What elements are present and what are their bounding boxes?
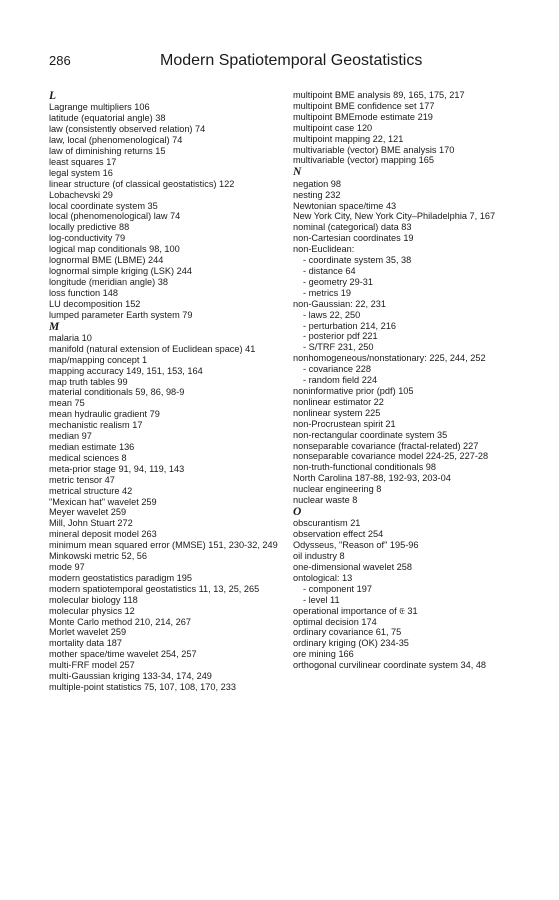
index-entry: median 97 <box>49 431 92 442</box>
index-entry: nonseparable covariance model 224-25, 227-28 <box>293 451 489 462</box>
index-subentry: - metrics 19 <box>303 287 351 298</box>
index-entry: non-Euclidean: <box>293 244 355 255</box>
index-entry: New York City, New York City–Philadelphia 7, 167 <box>293 211 496 222</box>
index-entry: Meyer wavelet 259 <box>49 507 127 518</box>
index-entry: multipoint BME confidence set 177 <box>293 100 435 111</box>
index-entry: nonhomogeneous/nonstationary: 225, 244, 252 <box>293 353 486 364</box>
index-entry: nuclear engineering 8 <box>293 484 382 495</box>
index-entry: Lobachevski 29 <box>49 189 113 200</box>
index-entry: legal system 16 <box>49 167 113 178</box>
index-entry: operational importance of 𝔈 31 <box>293 605 418 616</box>
index-entry: latitude (equatorial angle) 38 <box>49 113 166 124</box>
index-entry: multi-FRF model 257 <box>49 660 135 671</box>
index-subentry: - coordinate system 35, 38 <box>303 255 412 266</box>
index-entry: medical sciences 8 <box>49 452 127 463</box>
index-entry: local (phenomenological) law 74 <box>49 211 181 222</box>
index-entry: ordinary kriging (OK) 234-35 <box>293 638 409 649</box>
index-entry: logical map conditionals 98, 100 <box>49 244 180 255</box>
index-entry: molecular biology 118 <box>49 594 138 605</box>
index-entry: observation effect 254 <box>293 529 384 540</box>
index-entry: law, local (phenomenological) 74 <box>49 135 183 146</box>
index-entry: orthogonal curvilinear coordinate system 34, 48 <box>293 660 487 671</box>
index-entry: minimum mean squared error (MMSE) 151, 230-32, 249 <box>49 540 278 551</box>
running-title: Modern Spatiotemporal Geostatistics <box>160 52 423 69</box>
index-entry: nonlinear estimator 22 <box>293 396 384 407</box>
index-entry: lognormal BME (LBME) 244 <box>49 255 164 266</box>
index-entry: least squares 17 <box>49 156 117 167</box>
index-entry: modern geostatistics paradigm 195 <box>49 572 192 583</box>
index-entry: multipoint case 120 <box>293 122 373 133</box>
index-column-left <box>49 90 281 693</box>
index-subentry: - component 197 <box>303 583 372 594</box>
index-entry: manifold (natural extension of Euclidean space) 41 <box>49 343 256 354</box>
index-entry: one-dimensional wavelet 258 <box>293 561 413 572</box>
index-subentry: - geometry 29-31 <box>303 276 373 287</box>
index-entry: local coordinate system 35 <box>49 200 158 211</box>
index-entry: material conditionals 59, 86, 98-9 <box>49 387 185 398</box>
index-entry: nesting 232 <box>293 189 341 200</box>
index-entry: Morlet wavelet 259 <box>49 627 127 638</box>
index-entry: nuclear waste 8 <box>293 495 358 506</box>
index-entry: ontological: 13 <box>293 572 353 583</box>
index-entry: lognormal simple kriging (LSK) 244 <box>49 266 192 276</box>
index-subentry: - covariance 228 <box>303 364 371 375</box>
index-entry: North Carolina 187-88, 192-93, 203-04 <box>293 473 451 484</box>
index-entry: metric tensor 47 <box>49 474 115 485</box>
index-entry: non-Gaussian: 22, 231 <box>293 298 386 309</box>
index-entry: malaria 10 <box>49 332 92 343</box>
index-column-right <box>293 90 525 671</box>
index-entry: non-Procrustean spirit 21 <box>293 418 396 429</box>
index-entry: mapping accuracy 149, 151, 153, 164 <box>49 365 203 376</box>
index-section-letter: O <box>293 505 302 518</box>
index-entry: nonseparable covariance (fractal-related) 227 <box>293 440 479 451</box>
index-subentry: - posterior pdf 221 <box>303 331 378 342</box>
index-subentry: - laws 22, 250 <box>303 309 361 320</box>
index-entry: mode 97 <box>49 561 85 572</box>
index-entry: mean 75 <box>49 398 85 409</box>
index-entry: median estimate 136 <box>49 442 135 452</box>
index-entry: law of diminishing returns 15 <box>49 146 166 157</box>
index-entry: molecular physics 12 <box>49 605 135 616</box>
index-entry: Monte Carlo method 210, 214, 267 <box>49 616 191 627</box>
index-entry: lumped parameter Earth system 79 <box>49 309 193 320</box>
index-subentry: - distance 64 <box>303 266 356 276</box>
index-entry: multipoint BME analysis 89, 165, 175, 217 <box>293 90 465 100</box>
index-entry: mechanistic realism 17 <box>49 420 143 431</box>
index-entry: map truth tables 99 <box>49 376 128 387</box>
index-entry: LU decomposition 152 <box>49 298 141 309</box>
index-entry: map/mapping concept 1 <box>49 354 148 365</box>
index-entry: log-conductivity 79 <box>49 233 126 244</box>
index-entry: longitude (meridian angle) 38 <box>49 276 169 287</box>
index-entry: mortality data 187 <box>49 638 123 649</box>
index-entry: nominal (categorical) data 83 <box>293 222 412 233</box>
index-entry: multiple-point statistics 75, 107, 108, 170, 233 <box>49 681 236 692</box>
index-entry: loss function 148 <box>49 287 118 298</box>
index-section-letter: N <box>293 166 302 179</box>
index-entry: non-Cartesian coordinates 19 <box>293 233 414 244</box>
index-entry: Odysseus, "Reason of" 195-96 <box>293 540 419 551</box>
index-entry: noninformative prior (pdf) 105 <box>293 385 414 396</box>
index-entry: multivariable (vector) mapping 165 <box>293 155 434 166</box>
index-entry: optimal decision 174 <box>293 616 377 627</box>
index-entry: "Mexican hat" wavelet 259 <box>49 496 157 507</box>
index-entry: non-truth-functional conditionals 98 <box>293 462 437 473</box>
index-entry: linear structure (of classical geostatistics) 122 <box>49 178 235 189</box>
index-section-letter: L <box>49 90 57 102</box>
index-entry: mother space/time wavelet 254, 257 <box>49 649 197 660</box>
page-number: 286 <box>49 53 71 68</box>
index-entry: modern spatiotemporal geostatistics 11, 13, 25, 265 <box>49 583 260 594</box>
index-subentry: - perturbation 214, 216 <box>303 320 396 331</box>
index-entry: Lagrange multipliers 106 <box>49 102 150 113</box>
index-entry: meta-prior stage 91, 94, 119, 143 <box>49 463 185 474</box>
index-entry: obscurantism 21 <box>293 518 361 529</box>
index-section-letter: M <box>49 320 60 333</box>
index-entry: multipoint BMEmode estimate 219 <box>293 111 433 122</box>
index-subentry: - S/TRF 231, 250 <box>303 342 374 353</box>
index-entry: multi-Gaussian kriging 133-34, 174, 249 <box>49 671 212 682</box>
index-entry: mean hydraulic gradient 79 <box>49 409 160 420</box>
index-entry: multipoint mapping 22, 121 <box>293 133 404 144</box>
index-entry: nonlinear system 225 <box>293 407 381 418</box>
index-entry: multivariable (vector) BME analysis 170 <box>293 144 455 155</box>
index-entry: ordinary covariance 61, 75 <box>293 627 402 638</box>
index-entry: ore mining 166 <box>293 649 354 660</box>
index-entry: Minkowski metric 52, 56 <box>49 551 148 562</box>
index-subentry: - level 11 <box>303 594 340 605</box>
index-entry: Mill, John Stuart 272 <box>49 518 133 529</box>
index-entry: negation 98 <box>293 178 342 189</box>
index-subentry: - random field 224 <box>303 375 378 386</box>
index-entry: non-rectangular coordinate system 35 <box>293 429 448 440</box>
index-entry: mineral deposit model 263 <box>49 529 157 540</box>
index-entry: oil industry 8 <box>293 551 345 562</box>
index-entry: metrical structure 42 <box>49 485 133 496</box>
index-entry: law (consistently observed relation) 74 <box>49 124 206 135</box>
index-entry: Newtonian space/time 43 <box>293 200 397 211</box>
index-entry: locally predictive 88 <box>49 222 130 233</box>
